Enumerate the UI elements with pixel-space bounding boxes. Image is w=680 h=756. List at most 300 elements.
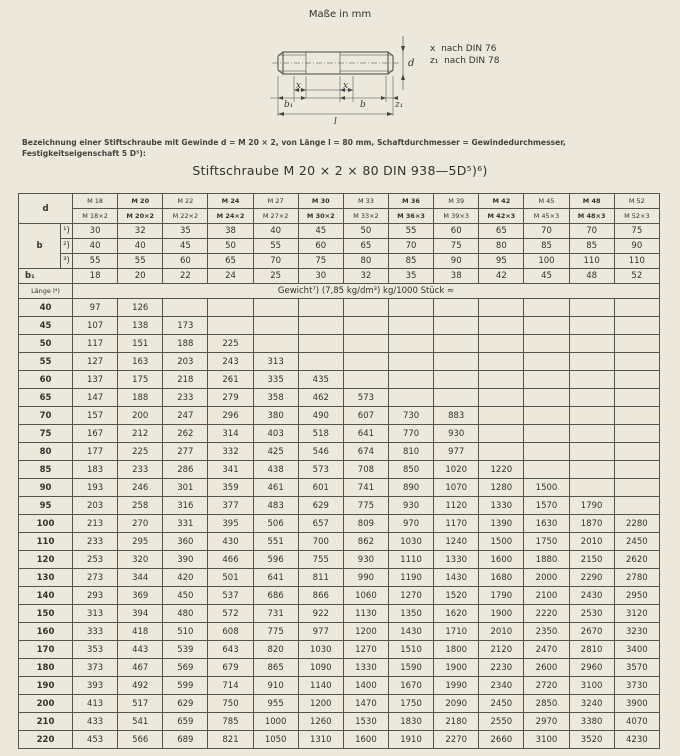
b-footnote: ³) — [61, 254, 73, 269]
weight-value: 390 — [163, 551, 208, 569]
thread-size: M 45 — [524, 194, 569, 209]
weight-value — [208, 299, 253, 317]
weight-value: 3570 — [614, 659, 659, 677]
weight-value — [614, 389, 659, 407]
b1-value: 45 — [524, 269, 569, 284]
weight-value: 1900 — [434, 659, 479, 677]
fine-thread-size: M 39×3 — [434, 209, 479, 224]
weight-value — [479, 425, 524, 443]
weight-value: 601 — [298, 479, 343, 497]
b1-value: 32 — [343, 269, 388, 284]
table-row — [19, 317, 660, 335]
length-value: 170 — [19, 641, 73, 659]
weight-value: 811 — [298, 569, 343, 587]
thread-size: M 33 — [343, 194, 388, 209]
fine-thread-size: M 45×3 — [524, 209, 569, 224]
weight-value — [388, 335, 433, 353]
length-value: 180 — [19, 659, 73, 677]
weight-value — [343, 317, 388, 335]
weight-value: 883 — [434, 407, 479, 425]
b-value: 100 — [524, 254, 569, 269]
length-value: 90 — [19, 479, 73, 497]
weight-value: 4070 — [614, 713, 659, 731]
weight-value — [614, 461, 659, 479]
weight-value: 443 — [118, 641, 163, 659]
weight-value: 277 — [163, 443, 208, 461]
weight-value: 3520 — [569, 731, 614, 749]
d-header: d — [19, 194, 73, 224]
weight-value: 770 — [388, 425, 433, 443]
weight-value — [479, 407, 524, 425]
weight-value: 2600 — [524, 659, 569, 677]
weight-value: 730 — [388, 407, 433, 425]
length-value: 130 — [19, 569, 73, 587]
weight-value: 377 — [208, 497, 253, 515]
weight-value: 573 — [298, 461, 343, 479]
weight-value: 333 — [73, 623, 118, 641]
weight-value: 453 — [73, 731, 118, 749]
weight-value: 480 — [163, 605, 208, 623]
length-value: 150 — [19, 605, 73, 623]
table-row — [19, 569, 660, 587]
length-value: 80 — [19, 443, 73, 461]
weight-value: 2000 — [524, 569, 569, 587]
table-row — [19, 605, 660, 623]
weight-value — [524, 425, 569, 443]
length-value: 55 — [19, 353, 73, 371]
weight-value: 572 — [208, 605, 253, 623]
weight-value: 3400 — [614, 641, 659, 659]
weight-value: 369 — [118, 587, 163, 605]
weight-value: 126 — [118, 299, 163, 317]
length-value: 65 — [19, 389, 73, 407]
weight-value: 755 — [298, 551, 343, 569]
weight-value — [388, 299, 433, 317]
table-row — [19, 515, 660, 533]
table-row — [19, 335, 660, 353]
table-row — [19, 389, 660, 407]
weight-value: 955 — [253, 695, 298, 713]
thread-size: M 48 — [569, 194, 614, 209]
b-value: 40 — [253, 224, 298, 239]
weight-value: 1270 — [388, 587, 433, 605]
weight-value: 4230 — [614, 731, 659, 749]
weight-value — [163, 299, 208, 317]
thread-size: M 18 — [73, 194, 118, 209]
b-value: 55 — [118, 254, 163, 269]
weight-value: 785 — [208, 713, 253, 731]
weight-value: 607 — [343, 407, 388, 425]
b-value: 65 — [479, 224, 524, 239]
weight-value — [388, 317, 433, 335]
table-row — [19, 461, 660, 479]
weight-value: 225 — [118, 443, 163, 461]
b-row — [19, 224, 660, 239]
weight-value: 850 — [388, 461, 433, 479]
weight-value: 641 — [253, 569, 298, 587]
table-row — [19, 587, 660, 605]
weight-value — [569, 407, 614, 425]
weight-value: 1870 — [569, 515, 614, 533]
weight-value: 1520 — [434, 587, 479, 605]
b-value: 75 — [614, 224, 659, 239]
b1-label: b₁ — [19, 269, 73, 284]
weight-value — [524, 353, 569, 371]
page-title: Maße in mm — [308, 9, 372, 20]
b-footnote: ¹) — [61, 224, 73, 239]
weight-value: 1270 — [343, 641, 388, 659]
weight-value: 741 — [343, 479, 388, 497]
weight-value: 2150 — [569, 551, 614, 569]
weight-value: 1500 — [479, 533, 524, 551]
b-value: 65 — [343, 239, 388, 254]
b-label: b — [19, 224, 61, 269]
weight-value: 373 — [73, 659, 118, 677]
b-value: 50 — [343, 224, 388, 239]
weight-value: 413 — [73, 695, 118, 713]
weight-value — [524, 371, 569, 389]
b-value: 60 — [434, 224, 479, 239]
weight-value: 175 — [118, 371, 163, 389]
weight-value: 2230 — [479, 659, 524, 677]
weight-value: 714 — [208, 677, 253, 695]
weight-value: 213 — [73, 515, 118, 533]
weight-value: 862 — [343, 533, 388, 551]
b1-value: 18 — [73, 269, 118, 284]
weight-value — [343, 371, 388, 389]
weight-value: 203 — [163, 353, 208, 371]
b-value: 90 — [614, 239, 659, 254]
fine-thread-size: M 24×2 — [208, 209, 253, 224]
table-row — [19, 443, 660, 461]
table-row — [19, 425, 660, 443]
length-value: 100 — [19, 515, 73, 533]
weight-header-row — [19, 284, 660, 299]
b-value: 30 — [73, 224, 118, 239]
weight-value: 3380 — [569, 713, 614, 731]
weight-value: 689 — [163, 731, 208, 749]
weight-value: 435 — [298, 371, 343, 389]
weight-value: 659 — [163, 713, 208, 731]
b-row — [19, 239, 660, 254]
table-row — [19, 299, 660, 317]
table-row — [19, 695, 660, 713]
weight-value: 821 — [208, 731, 253, 749]
weight-value: 510 — [163, 623, 208, 641]
b1-row — [19, 269, 660, 284]
weight-value: 2450 — [479, 695, 524, 713]
weight-value: 2850 — [524, 695, 569, 713]
weight-value: 341 — [208, 461, 253, 479]
weight-value: 1330 — [343, 659, 388, 677]
weight-value — [479, 443, 524, 461]
weight-value: 3100 — [524, 731, 569, 749]
b1-value: 22 — [163, 269, 208, 284]
length-value: 200 — [19, 695, 73, 713]
weight-value: 246 — [118, 479, 163, 497]
weight-value: 1000 — [253, 713, 298, 731]
weight-value: 1140 — [298, 677, 343, 695]
weight-value: 629 — [298, 497, 343, 515]
weight-value: 316 — [163, 497, 208, 515]
x-label-left: x — [296, 81, 302, 91]
weight-value: 1030 — [388, 533, 433, 551]
b-value: 75 — [298, 254, 343, 269]
weight-value: 313 — [73, 605, 118, 623]
stud-bolt-diagram — [258, 32, 428, 128]
weight-value: 420 — [163, 569, 208, 587]
weight-value: 2120 — [479, 641, 524, 659]
weight-value: 541 — [118, 713, 163, 731]
b-value: 110 — [614, 254, 659, 269]
b-value: 85 — [569, 239, 614, 254]
weight-value — [434, 389, 479, 407]
weight-value — [569, 335, 614, 353]
weight-value: 657 — [298, 515, 343, 533]
b-value: 35 — [163, 224, 208, 239]
weight-value — [479, 371, 524, 389]
weight-value: 1750 — [524, 533, 569, 551]
weight-value: 183 — [73, 461, 118, 479]
weight-value: 157 — [73, 407, 118, 425]
weight-value: 273 — [73, 569, 118, 587]
weight-value: 279 — [208, 389, 253, 407]
weight-value — [614, 335, 659, 353]
b1-value: 48 — [569, 269, 614, 284]
weight-value: 641 — [343, 425, 388, 443]
weight-value: 930 — [434, 425, 479, 443]
weight-value — [388, 371, 433, 389]
thread-size: M 52 — [614, 194, 659, 209]
length-value: 40 — [19, 299, 73, 317]
d-label: d — [408, 58, 415, 69]
weight-value: 1880 — [524, 551, 569, 569]
weight-value: 233 — [163, 389, 208, 407]
weight-value: 2010 — [569, 533, 614, 551]
weight-value: 820 — [253, 641, 298, 659]
weight-value: 539 — [163, 641, 208, 659]
weight-value: 3240 — [569, 695, 614, 713]
weight-value: 1570 — [524, 497, 569, 515]
weight-value: 450 — [163, 587, 208, 605]
weight-value — [569, 389, 614, 407]
weight-value: 2970 — [524, 713, 569, 731]
weight-value: 193 — [73, 479, 118, 497]
weight-value — [524, 335, 569, 353]
weight-value: 910 — [253, 677, 298, 695]
b-value: 45 — [298, 224, 343, 239]
length-value: 85 — [19, 461, 73, 479]
weight-value: 3900 — [614, 695, 659, 713]
weight-value — [524, 407, 569, 425]
weight-value: 3230 — [614, 623, 659, 641]
weight-value: 188 — [163, 335, 208, 353]
length-value: 120 — [19, 551, 73, 569]
weight-value: 462 — [298, 389, 343, 407]
thread-size: M 36 — [388, 194, 433, 209]
weight-value: 2780 — [614, 569, 659, 587]
weight-value: 1620 — [434, 605, 479, 623]
length-value: 70 — [19, 407, 73, 425]
weight-value: 1670 — [388, 677, 433, 695]
diagram-legend — [430, 43, 499, 67]
b-value: 95 — [479, 254, 524, 269]
b-value: 85 — [524, 239, 569, 254]
weight-value: 243 — [208, 353, 253, 371]
weight-value: 566 — [118, 731, 163, 749]
weight-value: 865 — [253, 659, 298, 677]
weight-value — [614, 371, 659, 389]
weight-value — [434, 353, 479, 371]
length-value: 50 — [19, 335, 73, 353]
fine-thread-size: M 33×2 — [343, 209, 388, 224]
weight-value: 643 — [208, 641, 253, 659]
weight-value: 117 — [73, 335, 118, 353]
weight-value: 679 — [208, 659, 253, 677]
weight-value: 2620 — [614, 551, 659, 569]
weight-value: 1060 — [343, 587, 388, 605]
weight-value: 930 — [343, 551, 388, 569]
b-value: 70 — [569, 224, 614, 239]
weight-value: 1900 — [479, 605, 524, 623]
weight-value: 1220 — [479, 461, 524, 479]
weight-value: 262 — [163, 425, 208, 443]
b-value: 70 — [253, 254, 298, 269]
b-value: 55 — [73, 254, 118, 269]
weight-value: 97 — [73, 299, 118, 317]
weight-value: 2090 — [434, 695, 479, 713]
weight-value: 810 — [388, 443, 433, 461]
b-value: 60 — [163, 254, 208, 269]
weight-value: 686 — [253, 587, 298, 605]
designation-example: Stiftschraube M 20 × 2 × 80 DIN 938—5D⁵)⁶) — [192, 163, 488, 178]
weight-value: 977 — [298, 623, 343, 641]
weight-value — [253, 317, 298, 335]
b-value: 40 — [118, 239, 163, 254]
weight-value: 296 — [208, 407, 253, 425]
weight-value — [569, 479, 614, 497]
weight-value: 775 — [343, 497, 388, 515]
weight-value: 1070 — [434, 479, 479, 497]
weight-value: 930 — [388, 497, 433, 515]
weight-value: 203 — [73, 497, 118, 515]
weight-value: 2470 — [524, 641, 569, 659]
table-row — [19, 371, 660, 389]
weight-value: 1500 — [524, 479, 569, 497]
weight-value — [614, 479, 659, 497]
weight-value: 2180 — [434, 713, 479, 731]
weight-value: 1630 — [524, 515, 569, 533]
weight-value — [614, 497, 659, 515]
weight-value: 1130 — [343, 605, 388, 623]
weight-value: 293 — [73, 587, 118, 605]
b-value: 65 — [208, 254, 253, 269]
weight-value — [479, 335, 524, 353]
table-row — [19, 659, 660, 677]
weight-value — [343, 335, 388, 353]
legend-item-z1: z₁ nach DIN 78 — [430, 56, 500, 66]
weight-value — [614, 443, 659, 461]
b-footnote: ²) — [61, 239, 73, 254]
thread-size: M 39 — [434, 194, 479, 209]
weight-value — [569, 317, 614, 335]
weight-value: 332 — [208, 443, 253, 461]
weight-value: 167 — [73, 425, 118, 443]
weight-value: 537 — [208, 587, 253, 605]
b-value: 110 — [569, 254, 614, 269]
weight-value: 151 — [118, 335, 163, 353]
weight-value — [569, 299, 614, 317]
weight-value — [343, 353, 388, 371]
weight-value: 3120 — [614, 605, 659, 623]
weight-value — [524, 389, 569, 407]
fine-thread-size: M 22×2 — [163, 209, 208, 224]
weight-value: 403 — [253, 425, 298, 443]
table-row — [19, 533, 660, 551]
weight-value: 188 — [118, 389, 163, 407]
weight-value: 890 — [388, 479, 433, 497]
weight-value: 1510 — [388, 641, 433, 659]
table-row — [19, 713, 660, 731]
weight-value — [479, 317, 524, 335]
table-row — [19, 551, 660, 569]
weight-value: 1260 — [298, 713, 343, 731]
length-header: Länge l⁴) — [19, 284, 73, 299]
weight-value — [434, 371, 479, 389]
thread-size: M 30 — [298, 194, 343, 209]
weight-value: 2450 — [614, 533, 659, 551]
weight-value: 295 — [118, 533, 163, 551]
weight-value: 1790 — [569, 497, 614, 515]
weight-value: 1430 — [434, 569, 479, 587]
weight-value: 394 — [118, 605, 163, 623]
weight-value — [569, 425, 614, 443]
weight-value: 1400 — [343, 677, 388, 695]
weight-value: 506 — [253, 515, 298, 533]
weight-value: 517 — [118, 695, 163, 713]
weight-value: 2670 — [569, 623, 614, 641]
b1-value: 52 — [614, 269, 659, 284]
weight-value: 775 — [253, 623, 298, 641]
fine-thread-size: M 48×3 — [569, 209, 614, 224]
weight-value: 608 — [208, 623, 253, 641]
length-value: 95 — [19, 497, 73, 515]
weight-value: 1050 — [253, 731, 298, 749]
b-value: 70 — [388, 239, 433, 254]
weight-value: 629 — [163, 695, 208, 713]
weight-value: 546 — [298, 443, 343, 461]
weight-value: 2100 — [524, 587, 569, 605]
weight-value — [343, 299, 388, 317]
weight-value: 1110 — [388, 551, 433, 569]
weight-value: 866 — [298, 587, 343, 605]
weight-value: 1330 — [479, 497, 524, 515]
length-value: 75 — [19, 425, 73, 443]
weight-value: 2810 — [569, 641, 614, 659]
fine-thread-size: M 52×3 — [614, 209, 659, 224]
weight-value: 335 — [253, 371, 298, 389]
weight-value: 233 — [73, 533, 118, 551]
weight-value — [388, 353, 433, 371]
weight-value: 2430 — [569, 587, 614, 605]
weight-value: 492 — [118, 677, 163, 695]
z1-label: z₁ — [395, 100, 404, 110]
weight-value: 1710 — [434, 623, 479, 641]
designation-description: Bezeichnung einer Stiftschraube mit Gewinde d = M 20 × 2, von Länge l = 80 mm, Schaftdurchmesser = Gewindedurchmesser, Festigkeitseigenschaft 5 D⁵): — [22, 138, 566, 158]
weight-value: 970 — [388, 515, 433, 533]
fine-thread-size: M 27×2 — [253, 209, 298, 224]
weight-value: 107 — [73, 317, 118, 335]
